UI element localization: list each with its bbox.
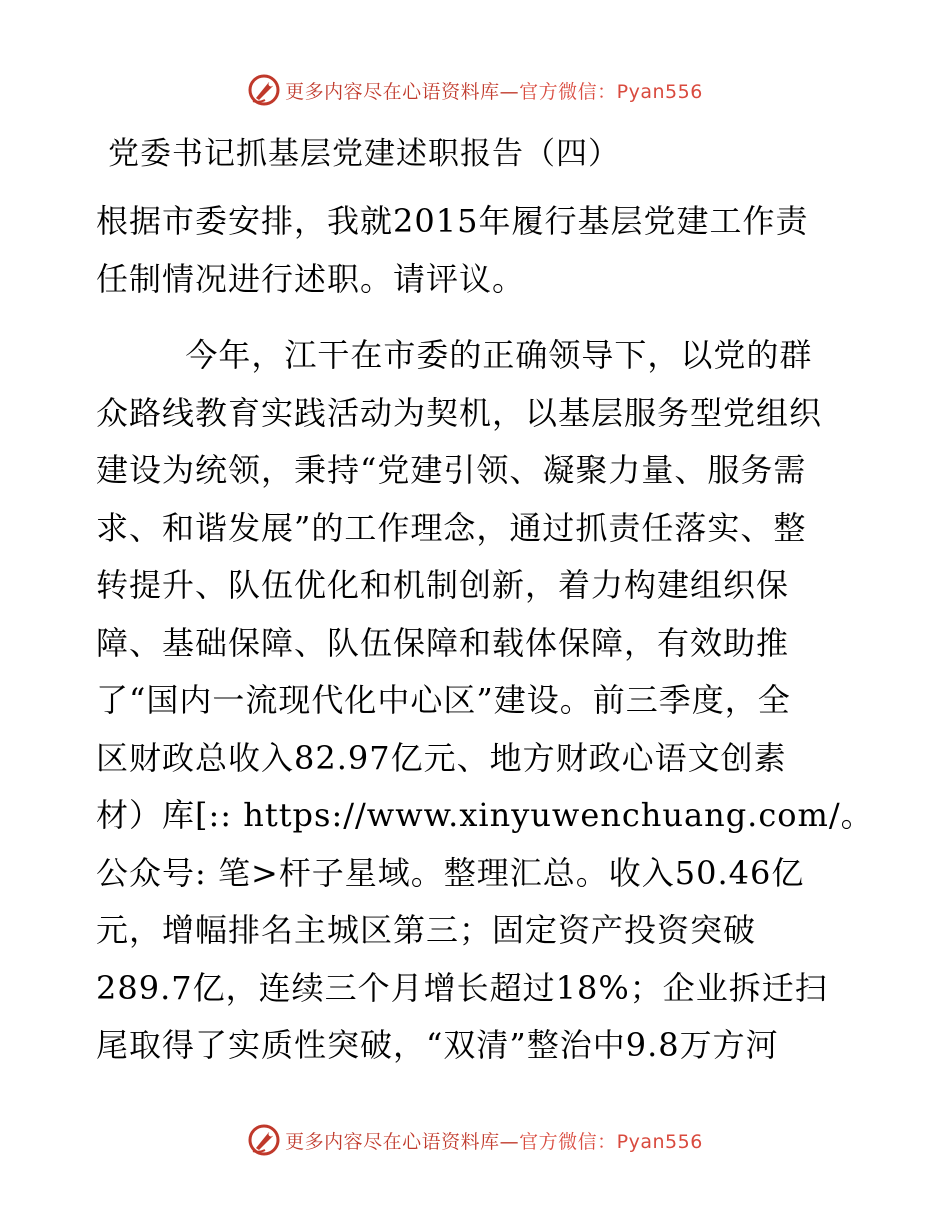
text-line: 公众号: 笔>杆子星域。整理汇总。收入50.46亿 <box>96 853 805 892</box>
watermark-dash: — <box>499 80 520 103</box>
watermark-text <box>285 1127 703 1154</box>
text-line: 众路线教育实践活动为契机，以基层服务型党组织 <box>96 393 823 432</box>
watermark-dash: — <box>499 1130 520 1153</box>
watermark-text-cn: 更多内容尽在心语资料库 <box>285 1130 500 1153</box>
document-title: 党委书记抓基层党建述职报告（四） <box>108 136 620 172</box>
text-line: 障、基础保障、队伍保障和载体保障，有效助推 <box>96 623 790 662</box>
text-line: 区财政总收入82.97亿元、地方财政心语文创素 <box>96 738 787 777</box>
watermark-header <box>0 70 950 110</box>
text-line: 任制情况进行述职。请评议。 <box>96 259 526 298</box>
paragraph-intro <box>96 193 856 308</box>
text-line: 求、和谐发展”的工作理念，通过抓责任落实、整 <box>96 508 807 547</box>
watermark-text-cn: 更多内容尽在心语资料库 <box>285 80 500 103</box>
text-line: 元，增幅排名主城区第三；固定资产投资突破 <box>96 911 757 949</box>
watermark-wechat: 官方微信：Pyan556 <box>519 80 703 103</box>
text-line: 材）库[:: https://www.xinyuwenchuang.com/。 <box>96 796 874 834</box>
paragraph-body <box>96 327 874 1075</box>
text-line: 289.7亿，连续三个月增长超过18%；企业拆迁扫 <box>96 968 828 1007</box>
pen-nib-logo-icon <box>247 73 281 107</box>
text-line: 转提升、队伍优化和机制创新，着力构建组织保 <box>96 566 790 604</box>
pen-nib-logo-icon <box>247 1123 281 1157</box>
text-line: 根据市委安排，我就2015年履行基层党建工作责 <box>96 202 809 240</box>
watermark-footer <box>0 1120 950 1160</box>
text-line: 今年，江干在市委的正确领导下，以党的群 <box>96 336 813 374</box>
watermark-text <box>285 77 703 104</box>
watermark-wechat: 官方微信：Pyan556 <box>519 1130 703 1153</box>
text-line: 了“国内一流现代化中心区”建设。前三季度，全 <box>96 681 791 719</box>
text-line: 尾取得了实质性突破，“双清”整治中9.8万方河 <box>96 1026 779 1064</box>
text-line: 建设为统领，秉持“党建引领、凝聚力量、服务需 <box>96 451 807 489</box>
